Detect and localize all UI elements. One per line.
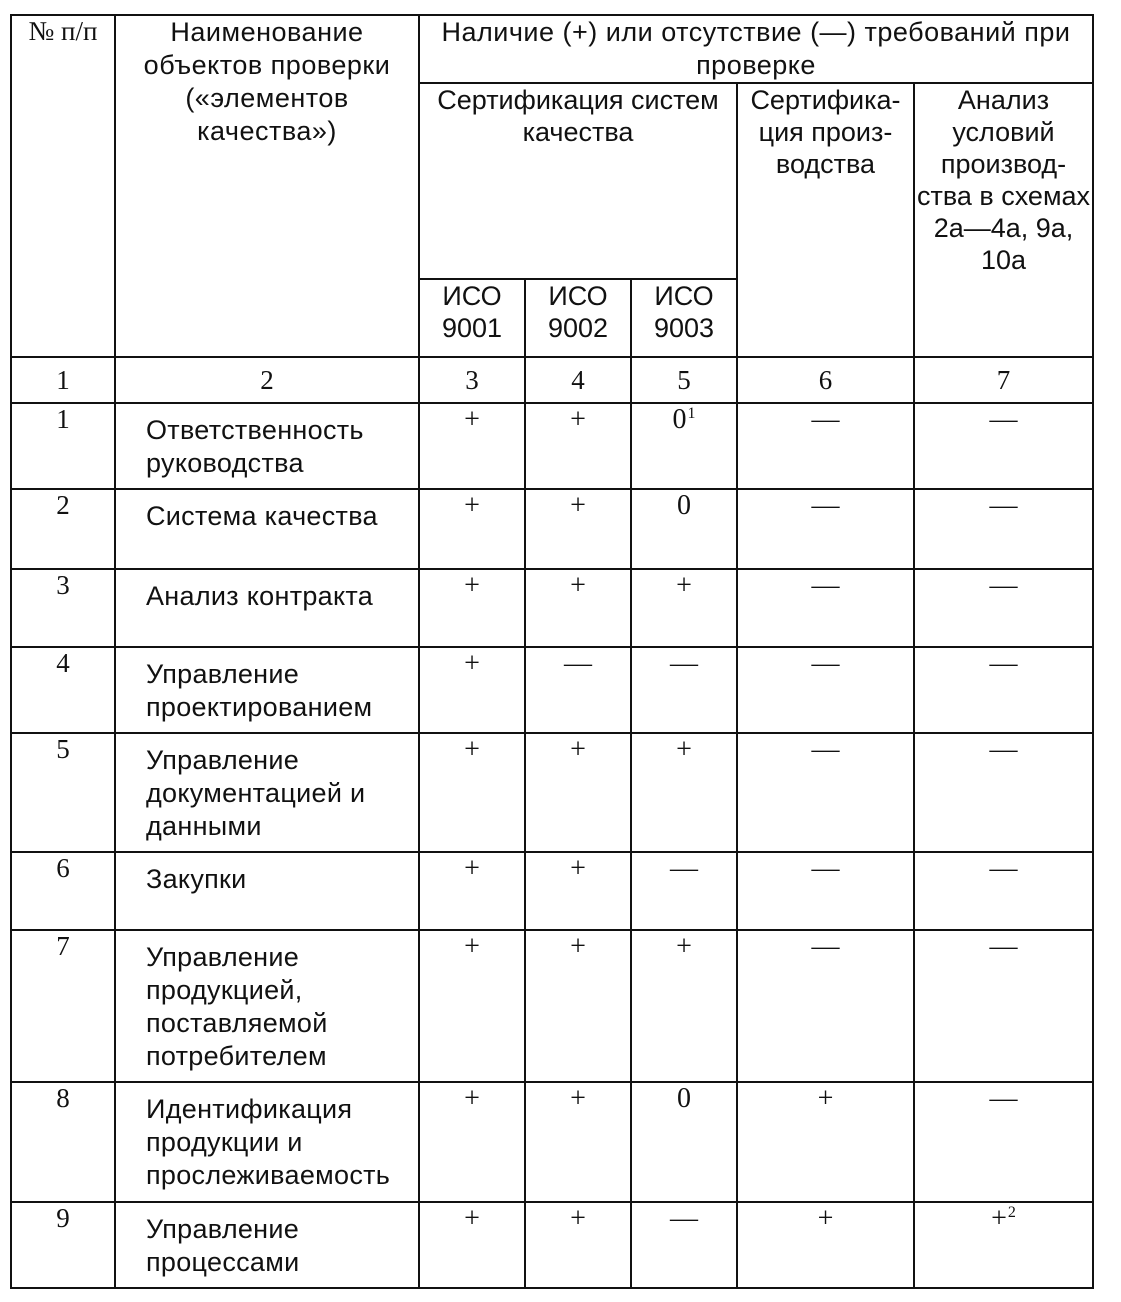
row-number: 2 <box>11 489 115 569</box>
header-iso-9003: ИСО 9003 <box>631 279 737 357</box>
table-row <box>11 852 1093 930</box>
column-number: 6 <box>737 357 914 403</box>
cell-iso-9003: + <box>631 930 737 1082</box>
cell-iso-9001: + <box>419 489 525 569</box>
row-number: 5 <box>11 733 115 852</box>
cell-iso-9002: + <box>525 1202 631 1288</box>
row-name: Ответственность руководства <box>115 403 419 489</box>
row-number: 9 <box>11 1202 115 1288</box>
cell-iso-9002: + <box>525 930 631 1082</box>
header-iso-9001: ИСО 9001 <box>419 279 525 357</box>
cell-analysis: — <box>914 489 1093 569</box>
row-name: Закупки <box>115 852 419 930</box>
footnote-mark: 1 <box>687 405 696 422</box>
cell-analysis: — <box>914 1082 1093 1202</box>
cell-iso-9002: + <box>525 403 631 489</box>
cell-iso-9003 <box>631 403 737 489</box>
cell-iso-9001: + <box>419 1082 525 1202</box>
cell-iso-9002: + <box>525 852 631 930</box>
header-num: № п/п <box>11 15 115 357</box>
cell-cert-production: — <box>737 930 914 1082</box>
cell-iso-9001: + <box>419 569 525 647</box>
cell-cert-production: — <box>737 489 914 569</box>
header-cert-systems: Сертификация систем качества <box>419 83 737 279</box>
row-name: Управление проектированием <box>115 647 419 733</box>
row-name: Система качества <box>115 489 419 569</box>
cell-iso-9001: + <box>419 733 525 852</box>
cell-iso-9002: + <box>525 1082 631 1202</box>
footnote-mark: 2 <box>1007 1204 1016 1221</box>
row-number: 1 <box>11 403 115 489</box>
column-number: 7 <box>914 357 1093 403</box>
table-row <box>11 569 1093 647</box>
table-row <box>11 1082 1093 1202</box>
row-name: Управление продукцией, поставляемой потребителем <box>115 930 419 1082</box>
cell-iso-9002: — <box>525 647 631 733</box>
cell-iso-9003: — <box>631 852 737 930</box>
header-iso-9002: ИСО 9002 <box>525 279 631 357</box>
cell-iso-9001: + <box>419 852 525 930</box>
cell-cert-production: — <box>737 733 914 852</box>
row-name: Управление документацией и данными <box>115 733 419 852</box>
cell-cert-production: + <box>737 1082 914 1202</box>
cell-iso-9003: + <box>631 733 737 852</box>
cell-analysis: — <box>914 930 1093 1082</box>
cell-iso-9003: + <box>631 569 737 647</box>
cell-iso-9003: 0 <box>631 489 737 569</box>
cell-iso-9002: + <box>525 569 631 647</box>
requirements-table <box>10 14 1094 1289</box>
row-name: Управление процессами <box>115 1202 419 1288</box>
table-row <box>11 930 1093 1082</box>
cell-iso-9001: + <box>419 403 525 489</box>
row-number: 8 <box>11 1082 115 1202</box>
column-number: 1 <box>11 357 115 403</box>
table-row <box>11 733 1093 852</box>
cell-cert-production: + <box>737 1202 914 1288</box>
table-row <box>11 489 1093 569</box>
cell-value: + <box>991 1203 1007 1234</box>
row-name: Анализ контракта <box>115 569 419 647</box>
cell-cert-production: — <box>737 647 914 733</box>
cell-analysis: — <box>914 569 1093 647</box>
cell-analysis: — <box>914 852 1093 930</box>
header-presence: Наличие (+) или отсутствие (—) требований при проверке <box>419 15 1093 83</box>
cell-iso-9002: + <box>525 733 631 852</box>
cell-cert-production: — <box>737 403 914 489</box>
table-row <box>11 403 1093 489</box>
table-row <box>11 1202 1093 1288</box>
column-number: 2 <box>115 357 419 403</box>
cell-iso-9001: + <box>419 930 525 1082</box>
header-name: Наименование объектов проверки («элементов качества») <box>115 15 419 357</box>
row-name: Идентификация продукции и прослеживаемость <box>115 1082 419 1202</box>
row-number: 6 <box>11 852 115 930</box>
cell-cert-production: — <box>737 852 914 930</box>
cell-analysis <box>914 1202 1093 1288</box>
cell-iso-9003: — <box>631 647 737 733</box>
cell-analysis: — <box>914 403 1093 489</box>
cell-analysis: — <box>914 647 1093 733</box>
header-cert-production: Сертифика-ция произ-водства <box>737 83 914 357</box>
row-number: 3 <box>11 569 115 647</box>
column-number: 4 <box>525 357 631 403</box>
cell-iso-9001: + <box>419 647 525 733</box>
cell-iso-9002: + <box>525 489 631 569</box>
row-number: 4 <box>11 647 115 733</box>
table-row <box>11 647 1093 733</box>
cell-value: 0 <box>672 404 687 435</box>
cell-iso-9003: 0 <box>631 1082 737 1202</box>
row-number: 7 <box>11 930 115 1082</box>
cell-cert-production: — <box>737 569 914 647</box>
header-analysis: Анализ условий производ-ства в схемах 2а—4а, 9а, 10а <box>914 83 1093 357</box>
cell-iso-9001: + <box>419 1202 525 1288</box>
column-number: 5 <box>631 357 737 403</box>
cell-iso-9003: — <box>631 1202 737 1288</box>
cell-analysis: — <box>914 733 1093 852</box>
column-number: 3 <box>419 357 525 403</box>
column-numbers-row <box>11 357 1093 403</box>
